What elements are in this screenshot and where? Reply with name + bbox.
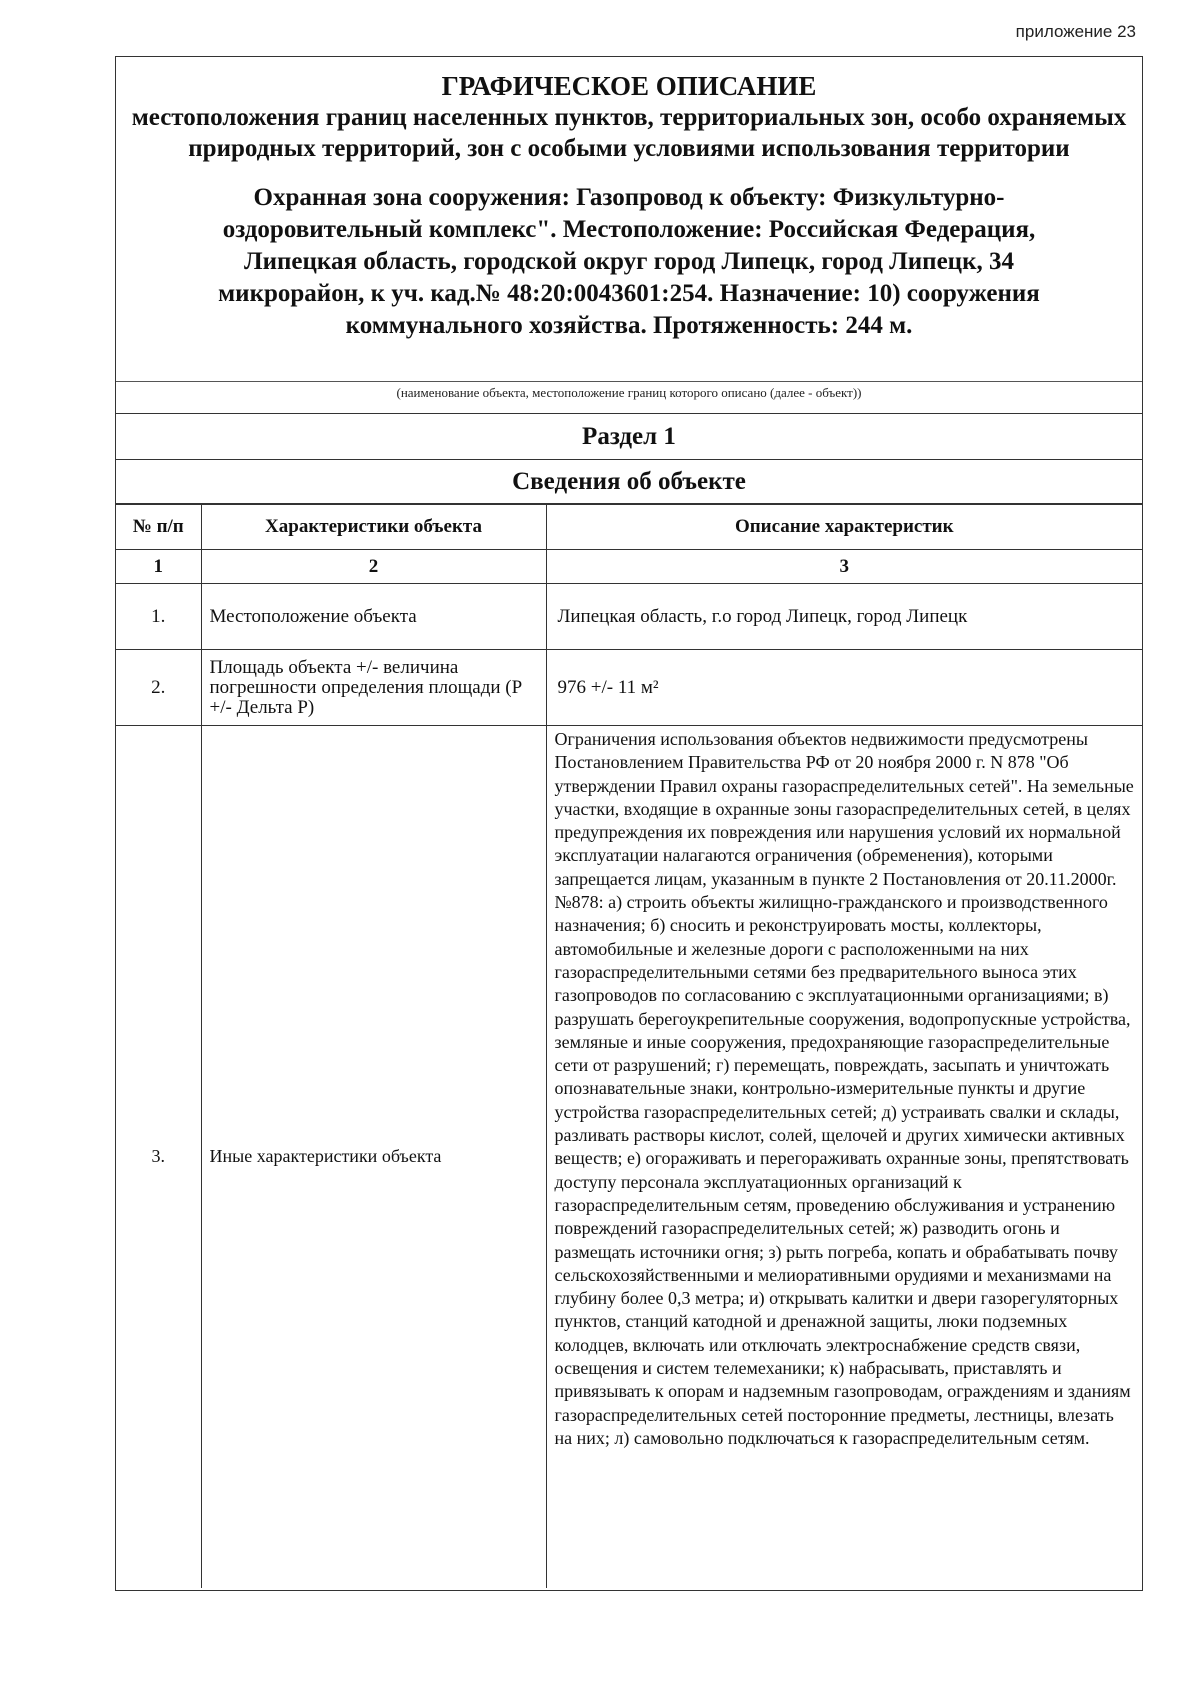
- table-row: [116, 726, 1142, 1588]
- table-row: [116, 584, 1142, 650]
- header-characteristic: Характеристики объекта: [201, 505, 546, 550]
- column-number-row: [116, 550, 1142, 584]
- column-number: 3: [546, 550, 1142, 584]
- header-number: № п/п: [116, 505, 201, 550]
- row-characteristic: Иные характеристики объекта: [201, 726, 546, 1588]
- section-name: Сведения об объекте: [116, 460, 1142, 504]
- object-name-line: Охранная зона сооружения: Газопровод к объекту: Физкультурно-: [253, 184, 1005, 211]
- document-title: ГРАФИЧЕСКОЕ ОПИСАНИЕ: [441, 71, 817, 101]
- document-subtitle: местоположения границ населенных пунктов, территориальных зон, особо охраняемых природных территорий, зон с особыми условиями использования территории: [131, 104, 1127, 162]
- row-description: Липецкая область, г.о город Липецк, город Липецк: [546, 584, 1142, 650]
- row-number: 1.: [116, 584, 201, 650]
- section-number: Раздел 1: [116, 414, 1142, 460]
- row-characteristic: Площадь объекта +/- величина погрешности определения площади (Р +/- Дельта Р): [201, 650, 546, 726]
- row-description: Ограничения использования объектов недвижимости предусмотрены Постановлением Правительства РФ от 20 ноября 2000 г. N 878 "Об утверждении Правил охраны газораспределительных сетей". На земельные участки, входящие в охранные зоны газораспределительных сетей, в целях предупреждения их повреждения или нарушения условий их нормальной эксплуатации налагаются ограничения (обременения), которыми запрещается лицам, указанным в пункте 2 Постановления от 20.11.2000г. №878: а) строить объекты жилищно-гражданского и производственного назначения; б) сносить и реконструировать мосты, коллекторы, автомобильные и железные дороги с расположенными на них газораспределительными сетями без предварительного выноса этих газопроводов по согласованию с эксплуатационными организациями; в) разрушать берегоукрепительные сооружения, водопропускные устройства, земляные и иные сооружения, предохраняющие газораспределительные сети от разрушений; г) перемещать, повреждать, засыпать и уничтожать опознавательные знаки, контрольно-измерительные пункты и другие устройства газораспределительных сетей; д) устраивать свалки и склады, разливать растворы кислот, солей, щелочей и других химически активных веществ; е) огораживать и перегораживать охранные зоны, препятствовать доступу персонала эксплуатационных организаций к газораспределительным сетям, проведению обслуживания и устранению повреждений газораспределительных сетей; ж) разводить огонь и размещать источники огня; з) рыть погреба, копать и обрабатывать почву сельскохозяйственными и мелиоративными орудиями и механизмами на глубину более 0,3 метра; и) открывать калитки и двери газорегуляторных пунктов, станций катодной и дренажной защиты, люки подземных колодцев, включать или отключать электроснабжение средств связи, освещения и систем телемеханики; к) набрасывать, приставлять и привязывать к опорам и надземным газопроводам, ограждениям и зданиям газораспределительных сетей посторонние предметы, лестницы, влезать на них; л) самовольно подключаться к газораспределительным сетям.: [546, 726, 1142, 1588]
- table-row: [116, 650, 1142, 726]
- row-characteristic: Местоположение объекта: [201, 584, 546, 650]
- object-name-line: Липецкая область, городской округ город Липецк, город Липецк, 34: [243, 248, 1014, 275]
- appendix-label: приложение 23: [1015, 22, 1136, 41]
- object-name: [116, 182, 1142, 342]
- header-description: Описание характеристик: [546, 505, 1142, 550]
- document-frame: [115, 56, 1143, 1591]
- row-number: 2.: [116, 650, 201, 726]
- document-header: [116, 57, 1142, 382]
- object-caption: (наименование объекта, местоположение границ которого описано (далее - объект)): [116, 382, 1142, 414]
- column-number: 1: [116, 550, 201, 584]
- table-header-row: [116, 505, 1142, 550]
- object-name-line: коммунального хозяйства. Протяженность: 244 м.: [345, 312, 913, 339]
- object-info-table: [116, 504, 1142, 1588]
- column-number: 2: [201, 550, 546, 584]
- object-name-line: микрорайон, к уч. кад.№ 48:20:0043601:254. Назначение: 10) сооружения: [218, 280, 1040, 307]
- row-description: 976 +/- 11 м²: [546, 650, 1142, 726]
- row-number: 3.: [116, 726, 201, 1588]
- object-name-line: оздоровительный комплекс". Местоположение: Российская Федерация,: [222, 216, 1036, 243]
